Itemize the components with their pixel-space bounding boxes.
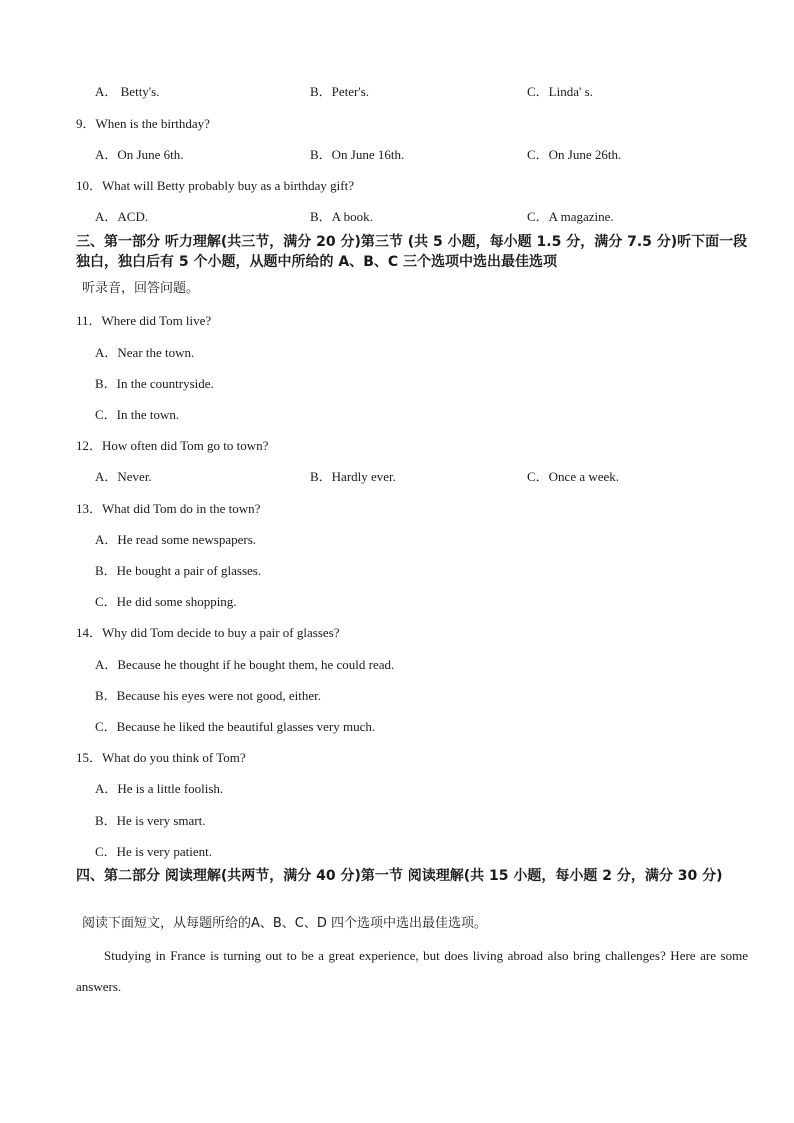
q15-question: 15．What do you think of Tom? — [76, 750, 246, 765]
q15-option-c: C．He is very patient. — [95, 844, 212, 859]
q9-question: 9．When is the birthday? — [76, 116, 210, 131]
q14-option-c: C．Because he liked the beautiful glasses very much. — [95, 719, 376, 734]
section-4-heading: 四、第二部分 阅读理解(共两节，满分 40 分)第一节 阅读理解(共 15 小题，每小题 2 分，满分 30 分) — [76, 868, 723, 884]
section-4-instruction: 阅读下面短文，从每题所给的A、B、C、D 四个选项中选出最佳选项。 — [82, 916, 488, 931]
q10-option-b: B．A book. — [310, 209, 373, 224]
section-3-heading: 三、第一部分 听力理解(共三节，满分 20 分)第三节 (共 5 小题，每小题 1.5 分，满分 7.5 分)听下面一段独白，独白后有 5 个小题，从题中所给的 A、B、C 三个选项中选出最佳选项 — [76, 234, 748, 270]
q12-question: 12．How often did Tom go to town? — [76, 438, 269, 453]
q11-option-a: A．Near the town. — [95, 345, 195, 360]
q8-option-a: A． Betty's. — [95, 84, 160, 99]
q8-option-c: C．Linda' s. — [527, 84, 593, 99]
q14-option-b: B．Because his eyes were not good, either. — [95, 688, 321, 703]
q13-option-a: A．He read some newspapers. — [95, 532, 257, 547]
q9-option-a: A．On June 6th. — [95, 147, 184, 162]
q10-option-a: A．ACD. — [95, 209, 149, 224]
q9-option-c: C．On June 26th. — [527, 147, 622, 162]
q12-option-b: B．Hardly ever. — [310, 469, 396, 484]
q10-option-c: C．A magazine. — [527, 209, 614, 224]
q8-option-b: B．Peter's. — [310, 84, 370, 99]
q12-option-c: C．Once a week. — [527, 469, 620, 484]
q9-option-b: B．On June 16th. — [310, 147, 405, 162]
q11-question: 11．Where did Tom live? — [76, 313, 212, 328]
q15-option-a: A．He is a little foolish. — [95, 781, 224, 796]
section-3-instruction: 听录音，回答问题。 — [82, 281, 200, 296]
q15-option-b: B．He is very smart. — [95, 813, 206, 828]
q13-option-b: B．He bought a pair of glasses. — [95, 563, 262, 578]
reading-passage: Studying in France is turning out to be a great experience, but does living abroad also bring challenges? Here are some answers. — [76, 948, 748, 994]
q10-question: 10．What will Betty probably buy as a birthday gift? — [76, 178, 354, 193]
q14-question: 14．Why did Tom decide to buy a pair of glasses? — [76, 625, 340, 640]
q11-option-b: B．In the countryside. — [95, 376, 214, 391]
q13-question: 13．What did Tom do in the town? — [76, 501, 261, 516]
q11-option-c: C．In the town. — [95, 407, 180, 422]
q14-option-a: A．Because he thought if he bought them, he could read. — [95, 657, 395, 672]
q12-option-a: A．Never. — [95, 469, 152, 484]
q13-option-c: C．He did some shopping. — [95, 594, 237, 609]
